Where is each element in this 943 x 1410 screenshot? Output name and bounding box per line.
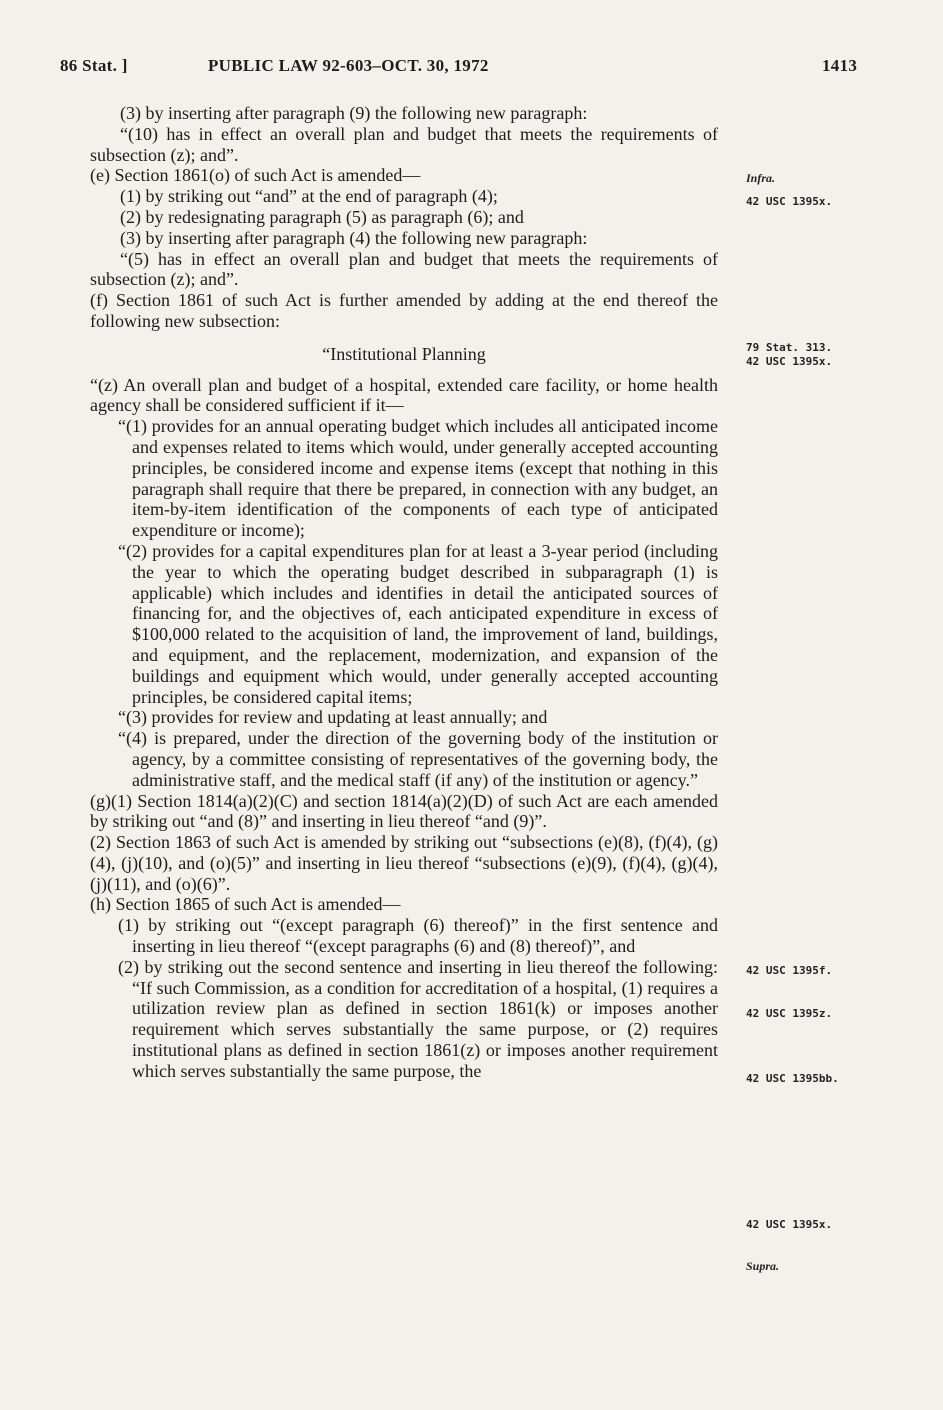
page-number: 1413 bbox=[822, 56, 858, 75]
section-heading: “Institutional Planning bbox=[322, 343, 486, 364]
paragraph: (2) by redesignating paragraph (5) as paragraph (6); and bbox=[120, 206, 524, 227]
paragraph: (1) by striking out “(except paragraph (6) thereof)” in the first sentence and inserting in lieu thereof “(except paragraphs (6) and (8) thereof)”, and bbox=[118, 915, 718, 957]
paragraph: “(5) has in effect an overall plan and budget that meets the requirements of subsection (z); and”. bbox=[90, 248, 718, 290]
margin-note: 42 USC 1395bb. bbox=[746, 1072, 839, 1085]
paragraph: “(4) is prepared, under the direction of the governing body of the institution or agency, by a committee consisting of representatives of the governing body, the administrative staff, and the medical staff (if any) of the institution or agency.” bbox=[118, 728, 718, 790]
paragraph: (e) Section 1861(o) of such Act is amended— bbox=[90, 165, 421, 186]
paragraph: (f) Section 1861 of such Act is further amended by adding at the end thereof the following new subsection: bbox=[90, 290, 718, 331]
margin-note: 42 USC 1395x. bbox=[746, 355, 833, 368]
paragraph: “(1) provides for an annual operating budget which includes all anticipated income and expenses related to items which would, under generally accepted accounting principles, be considered income and expense items (except that nothing in this paragraph shall require that there be prepared, in connection with any budget, an item-by-item identification of the components of each type of anticipated expenditure or income); bbox=[118, 416, 718, 541]
margin-note: 79 Stat. 313. bbox=[746, 341, 833, 354]
paragraph: (3) by inserting after paragraph (4) the following new paragraph: bbox=[120, 227, 588, 248]
paragraph: “(3) provides for review and updating at least annually; and bbox=[118, 707, 548, 728]
paragraph: (2) by striking out the second sentence and inserting in lieu thereof the following: “If such Commission, as a condition for accreditation of a hospital, (1) requires a utilization review plan as defined in section 1861(k) or imposes another requirement which serves substantially the same purpose, or (2) requires institutional plans as defined in section 1861(z) or imposes another requirement which serves substantially the same purpose, the bbox=[118, 956, 718, 1081]
paragraph: (2) Section 1863 of such Act is amended by striking out “subsections (e)(8), (f)(4), (g)(4), (j)(10), and (o)(5)” and inserting in lieu thereof “subsections (e)(9), (f)(4), (g)(4), (j)(11), and (o)(6)”. bbox=[90, 832, 718, 894]
document-body bbox=[90, 103, 718, 1082]
paragraph: “(z) An overall plan and budget of a hospital, extended care facility, or home health agency shall be considered sufficient if it— bbox=[90, 374, 718, 416]
margin-note: 42 USC 1395z. bbox=[746, 1007, 833, 1020]
paragraph: (3) by inserting after paragraph (9) the following new paragraph: bbox=[120, 103, 588, 123]
paragraph: (g)(1) Section 1814(a)(2)(C) and section 1814(a)(2)(D) of such Act are each amended by striking out “and (8)” and inserting in lieu thereof “and (9)”. bbox=[90, 790, 718, 832]
margin-note: 42 USC 1395x. bbox=[746, 195, 833, 208]
paragraph: (h) Section 1865 of such Act is amended— bbox=[90, 894, 401, 915]
margin-note: 42 USC 1395f. bbox=[746, 964, 833, 977]
paragraph: “(2) provides for a capital expenditures plan for at least a 3-year period (including the year to which the operating budget described in subparagraph (1) is applicable) which includes and identifies in detail the anticipated sources of financing for, and the objectives of, each anticipated expenditure in excess of $100,000 related to the acquisition of land, the improvement of land, buildings, and equipment, and the replacement, modernization, and expansion of the buildings and equipment which would, under generally accepted accounting principles, be considered capital items; bbox=[118, 540, 718, 707]
header-citation: 86 Stat. ] bbox=[60, 56, 128, 75]
paragraph: “(10) has in effect an overall plan and budget that meets the requirements of subsection (z); and”. bbox=[90, 123, 718, 165]
header-title: PUBLIC LAW 92-603–OCT. 30, 1972 bbox=[208, 56, 489, 75]
paragraph: (1) by striking out “and” at the end of paragraph (4); bbox=[120, 186, 498, 207]
margin-note: Infra. bbox=[746, 171, 776, 185]
margin-note: Supra. bbox=[746, 1259, 780, 1273]
margin-note: 42 USC 1395x. bbox=[746, 1218, 833, 1231]
